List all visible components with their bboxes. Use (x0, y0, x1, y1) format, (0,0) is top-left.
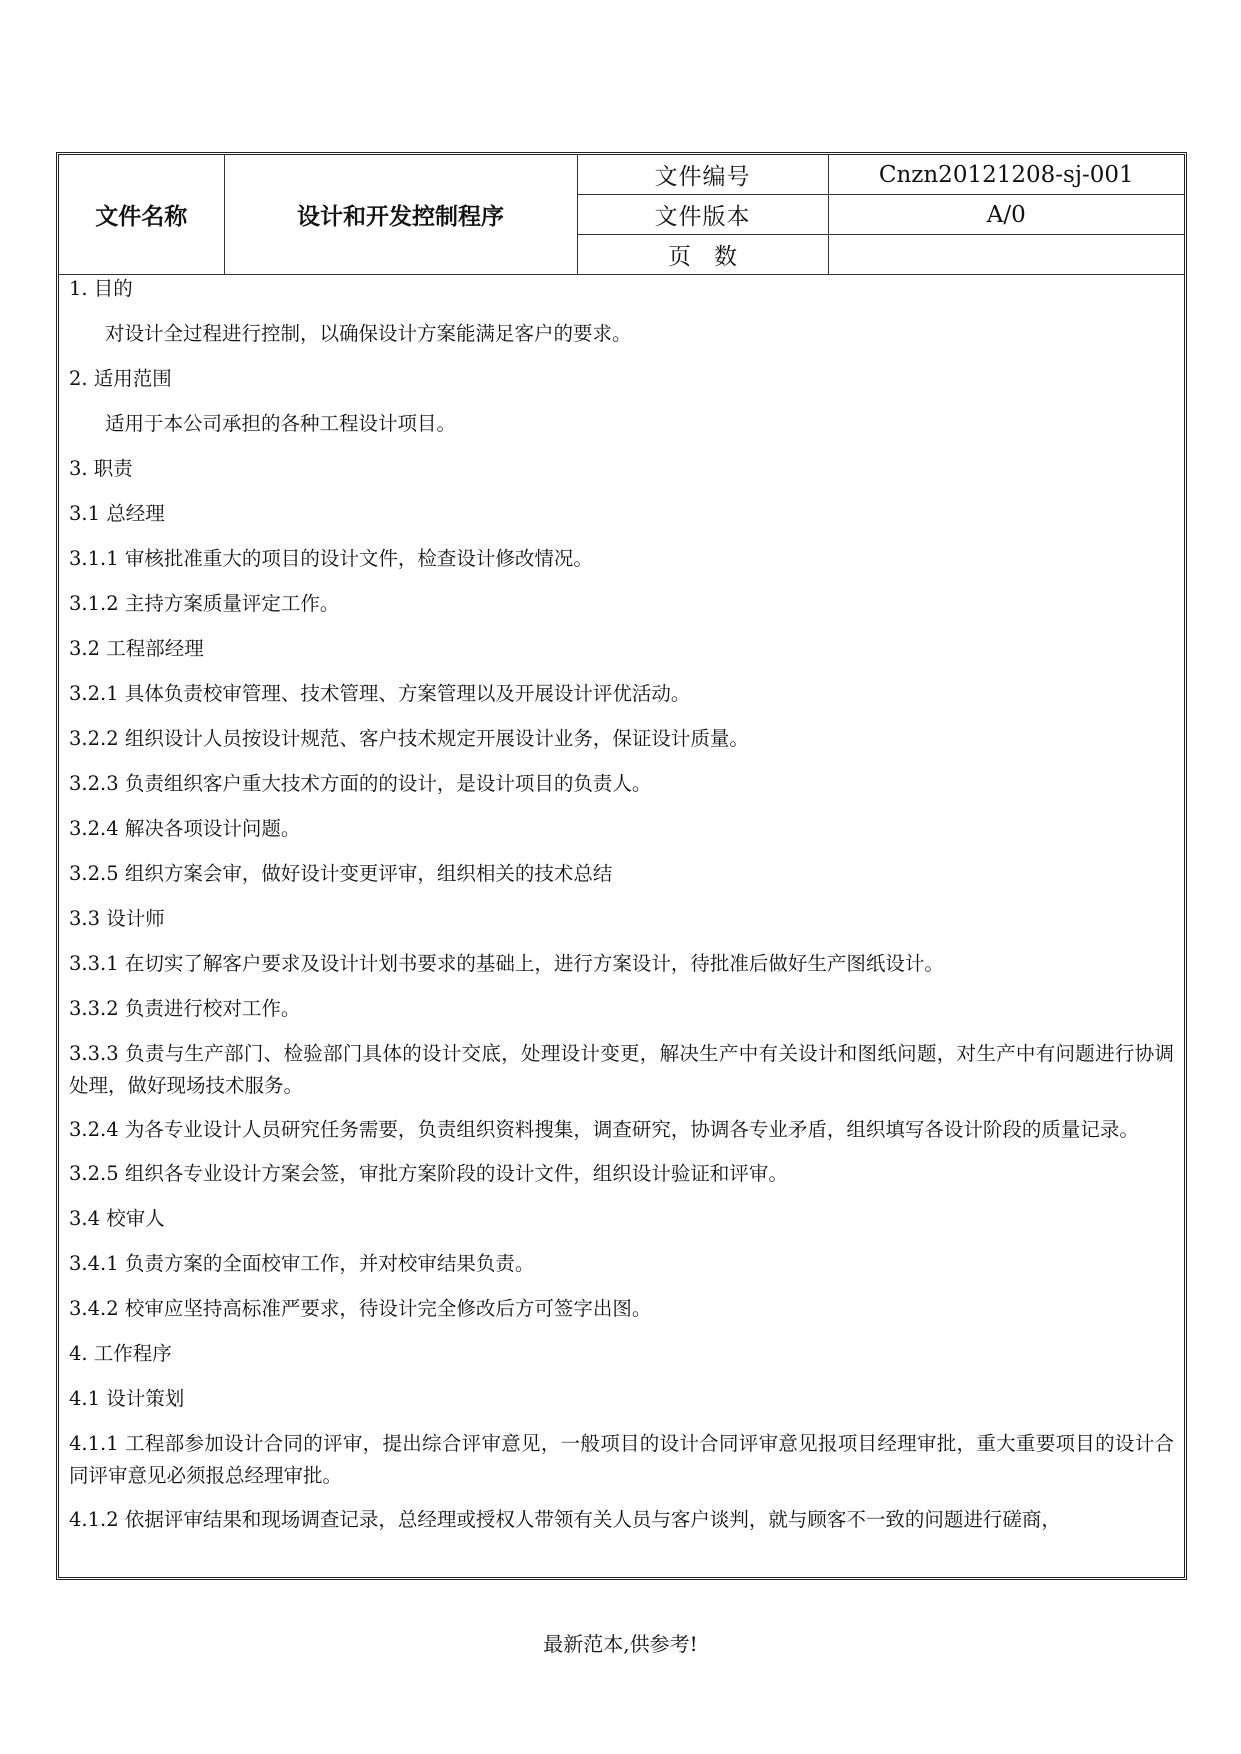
subsection-heading: 3.1 总经理 (69, 502, 165, 525)
doc-name-label: 文件名称 (59, 155, 224, 275)
doc-title: 设计和开发控制程序 (224, 155, 577, 275)
clause: 3.2.3 负责组织客户重大技术方面的的设计，是设计项目的负责人。 (69, 772, 652, 795)
clause: 3.1.1 审核批准重大的项目的设计文件，检查设计修改情况。 (69, 547, 593, 570)
clause: 3.3.3 负责与生产部门、检验部门具体的设计交底，处理设计变更，解决生产中有关设计和图纸问题，对生产中有问题进行协调处理，做好现场技术服务。 (69, 1042, 1174, 1097)
clause: 3.4.1 负责方案的全面校审工作，并对校审结果负责。 (69, 1252, 535, 1275)
doc-number-value: Cnzn20121208-sj-001 (828, 155, 1184, 195)
subsection-heading: 3.4 校审人 (69, 1207, 165, 1230)
clause: 4.1.2 依据评审结果和现场调查记录，总经理或授权人带领有关人员与客户谈判，就与顾客不一致的问题进行磋商， (69, 1508, 1061, 1531)
paragraph: 适用于本公司承担的各种工程设计项目。 (105, 412, 457, 435)
document-body (69, 273, 1174, 1549)
subsection-heading: 3.3 设计师 (69, 907, 165, 930)
clause: 3.1.2 主持方案质量评定工作。 (69, 592, 340, 615)
clause: 3.2.1 具体负责校审管理、技术管理、方案管理以及开展设计评优活动。 (69, 682, 691, 705)
doc-version-label: 文件版本 (577, 195, 828, 235)
section-heading: 2. 适用范围 (69, 367, 172, 390)
clause: 3.2.2 组织设计人员按设计规范、客户技术规定开展设计业务，保证设计质量。 (69, 727, 749, 750)
pages-label: 页 数 (577, 235, 828, 275)
header-table (59, 155, 1184, 275)
subsection-heading: 4.1 设计策划 (69, 1387, 185, 1410)
clause: 3.2.5 组织方案会审，做好设计变更评审，组织相关的技术总结 (69, 862, 613, 885)
subsection-heading: 3.2 工程部经理 (69, 637, 204, 660)
section-heading: 1. 目的 (69, 277, 133, 300)
clause: 3.4.2 校审应坚持高标准严要求，待设计完全修改后方可签字出图。 (69, 1297, 652, 1320)
clause: 3.3.1 在切实了解客户要求及设计计划书要求的基础上，进行方案设计，待批准后做好生产图纸设计。 (69, 952, 944, 975)
clause: 3.3.2 负责进行校对工作。 (69, 997, 301, 1020)
section-heading: 3. 职责 (69, 457, 133, 480)
section-heading: 4. 工作程序 (69, 1342, 172, 1365)
doc-number-label: 文件编号 (577, 155, 828, 195)
clause: 4.1.1 工程部参加设计合同的评审，提出综合评审意见，一般项目的设计合同评审意见报项目经理审批，重大重要项目的设计合同评审意见必须报总经理审批。 (69, 1432, 1174, 1487)
clause: 3.2.4 为各专业设计人员研究任务需要，负责组织资料搜集，调查研究，协调各专业矛盾，组织填写各设计阶段的质量记录。 (69, 1118, 1139, 1141)
clause: 3.2.5 组织各专业设计方案会签，审批方案阶段的设计文件，组织设计验证和评审。 (69, 1162, 788, 1185)
pages-value (828, 235, 1184, 275)
page-footer: 最新范本,供参考! (543, 1632, 698, 1656)
doc-version-value: A/0 (828, 195, 1184, 235)
clause: 3.2.4 解决各项设计问题。 (69, 817, 301, 840)
document-frame (56, 152, 1187, 1580)
paragraph: 对设计全过程进行控制，以确保设计方案能满足客户的要求。 (105, 322, 632, 345)
